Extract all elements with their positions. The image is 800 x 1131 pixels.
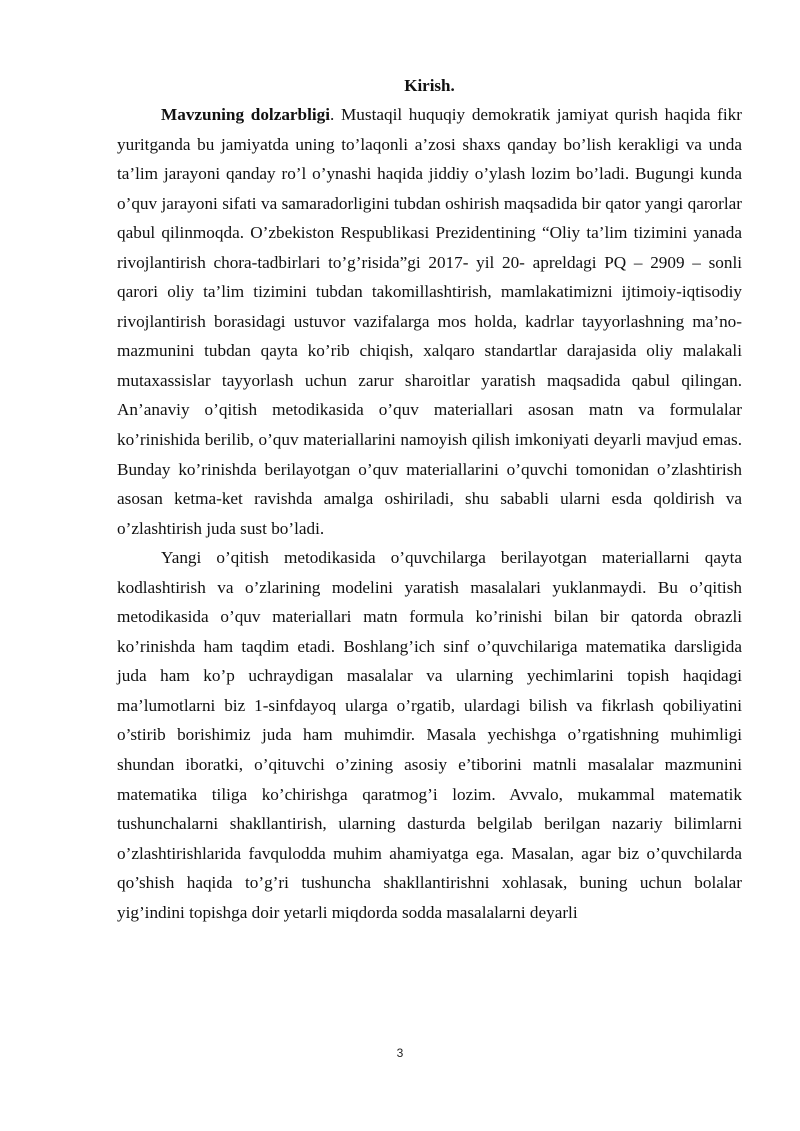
paragraph-body: . Mustaqil huquqiy demokratik jamiyat qurish haqida fikr yuritganda bu jamiyatda uning to’laqonli a’zosi shaxs qanday bo’lish kerakligi va unda ta’lim jarayoni qanday ro’l o’ynashi haqida jiddiy o’ylash lozim bo’ladi. Bugungi kunda o’quv jarayoni sifati va samaradorligini tubdan oshirish maqsadida bir qator yangi qarorlar qabul qilinmoqda. O’zbekiston Respublikasi Prezidentining “Oliy ta’lim tizimini yanada rivojlantirish chora-tadbirlari to’g’risida”gi 2017- yil 20- apreldagi PQ – 2909 – sonli qarori oliy ta’lim tizimini tubdan takomillashtirish, mamlakatimizni ijtimoiy-iqtisodiy rivojlantirish borasidagi ustuvor vazifalarga mos holda, kadrlar tayyorlashning ma’no-mazmunini tubdan qayta ko’rib chiqish, xalqaro standartlar darajasida oliy malakali mutaxassislar tayyorlash uchun zarur sharoitlar yaratish maqsadida qabul qilingan. An’anaviy o’qitish metodikasida o’quv materiallari asosan matn va formulalar ko’rinishida berilib, o’quv materiallarini namoyish qilish imkoniyati deyarli mavjud emas. Bunday ko’rinishda berilayotgan o’quv materiallarini o’quvchi tomonidan o’zlashtirish asosan ketma-ket ravishda amalga oshiriladi, shu sababli ularni esda qoldirish va o’zlashtirish juda sust bo’ladi. bbox=[117, 105, 742, 538]
document-page bbox=[117, 72, 742, 927]
section-heading: Kirish. bbox=[404, 76, 455, 95]
paragraph-relevance bbox=[117, 100, 742, 543]
paragraph-body: Yangi o’qitish metodikasida o’quvchilarga berilayotgan materiallarni qayta kodlashtirish va o’zlarining modelini yaratish masalalari yuklanmaydi. Bu o’qitish metodikasida o’quv materiallari matn formula ko’rinishi bilan bir qatorda obrazli ko’rinishda ham taqdim etadi. Boshlang’ich sinf o’quvchilariga matematika darsligida juda ham ko’p uchraydigan masalalar va ularning yechimlarini topish haqidagi ma’lumotlarni biz 1-sinfdayoq ularga o’rgatib, ulardagi bilish va fikrlash qobiliyatini o’stirib borishimiz juda ham muhimdir. Masala yechishga o’rgatishning muhimligi shundan iboratki, o’qituvchi o’zining asosiy e’tiborini matnli masalalar mazmunini matematika tiliga ko’chirishga qaratmog’i lozim. Avvalo, mukammal matematik tushunchalarni shakllantirish, ularning dasturda belgilab berilgan nazariy bilimlarni o’zlashtirishlarida favqulodda muhim ahamiyatga ega. Masalan, agar biz o’quvchilarda qo’shish haqida to’g’ri tushuncha shakllantirishni xohlasak, buning uchun bolalar yig’indini topishga doir yetarli miqdorda sodda masalalarni deyarli bbox=[117, 548, 742, 922]
paragraph-lead-bold: Mavzuning dolzarbligi bbox=[161, 105, 331, 124]
paragraph-new-methodology bbox=[117, 543, 742, 927]
page-number: 3 bbox=[396, 1046, 404, 1060]
